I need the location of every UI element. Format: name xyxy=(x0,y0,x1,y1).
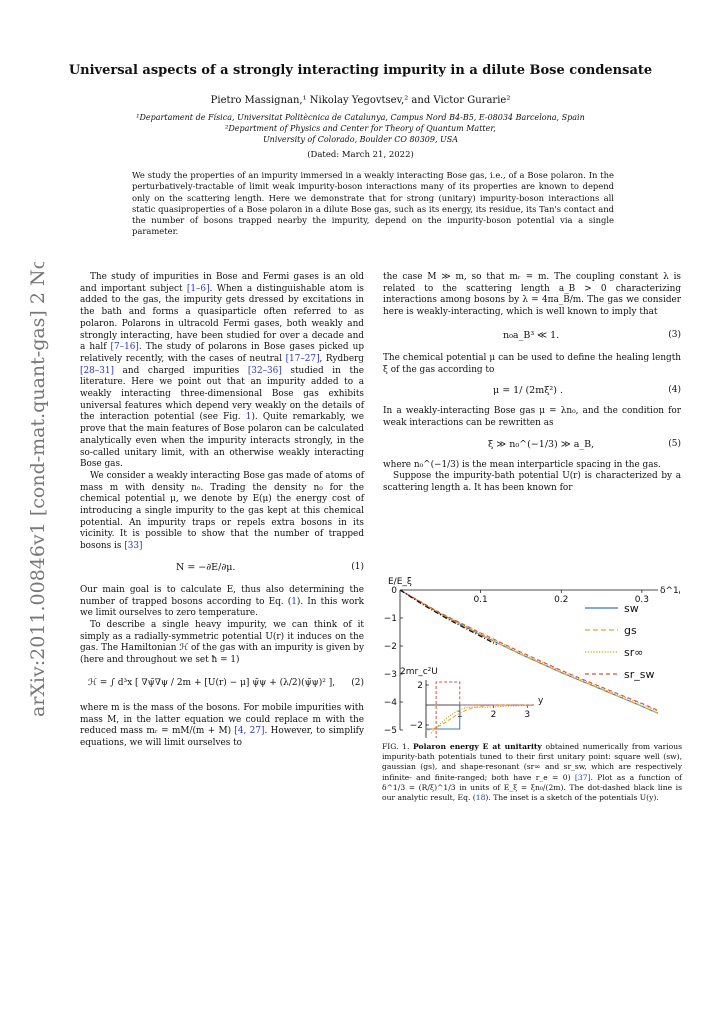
equation-5-number: (5) xyxy=(668,438,681,449)
paragraph-goal: Our main goal is to calculate E, thus also determining the number of trapped bosons according to Eq. (1). In this work we limit ourselves to zero temperature. xyxy=(80,584,364,619)
equation-3 xyxy=(383,319,681,353)
arxiv-id: arXiv:2011.00846v1 [cond-mat.quant-gas] 2 Nov 2020 xyxy=(27,262,49,717)
inset-sr-sw xyxy=(436,682,534,738)
citation-link[interactable]: [37] xyxy=(574,772,591,782)
chart-inset xyxy=(400,667,544,738)
citation-link[interactable]: [33] xyxy=(124,541,143,552)
affiliation-3: University of Colorado, Boulder CO 80309, USA xyxy=(262,135,459,144)
paragraph-weak: In a weakly-interacting Bose gas μ = λn₀, and the condition for weak interactions can be rewritten as xyxy=(383,406,681,428)
right-column xyxy=(383,272,681,495)
date-line: (Dated: March 21, 2022) xyxy=(307,150,414,160)
citation-link[interactable]: [28–31] xyxy=(80,365,114,376)
series-line xyxy=(400,590,658,710)
inset-x-tick-label: 1 xyxy=(456,710,463,720)
paragraph-intro: The study of impurities in Bose and Fermi gases is an old and important subject [1–6]. When a distinguishable atom is added to the gas, the impurity gets dressed by excitations in the bath and forms a quasiparticle often referred to as polaron. Polarons in ultracold Fermi gases, both weakly and strongly interacting, have been studied for over a decade and a half [7–16]. The study of polarons in Bose gases picked up relatively recently, with the cases of neutral [17–27], Rydberg [28–31] and charged impurities [32–36] studied in the literature. Here we point out that an impurity added to a weakly interacting three-dimensional Bose gas exhibits universal features which depend very weakly on the details of the interaction potential (see Fig. 1). Quite remarkably, we prove that the main features of Bose polaron can be calculated analytically even when the impurity interacts strongly, in the so-called unitary limit, with an otherwise weakly interacting Bose gas. xyxy=(80,272,364,470)
x-axis-label: δ^1 xyxy=(660,586,679,596)
caption-label: FIG. 1. xyxy=(382,742,410,751)
caption-title: Polaron energy E at unitarity xyxy=(413,742,542,751)
inset-y-tick-label: −2 xyxy=(409,721,423,731)
equation-3-number: (3) xyxy=(668,329,681,340)
equation-4 xyxy=(383,376,681,406)
equation-2-number: (2) xyxy=(351,677,364,688)
citation-link[interactable]: [1–6] xyxy=(186,283,210,294)
y-tick-label: 0 xyxy=(391,586,397,596)
series-line xyxy=(400,590,658,713)
equation-3-body: n₀a_B³ ≪ 1. xyxy=(503,329,560,341)
arxiv-sidebar-svg xyxy=(14,262,54,717)
paragraph-chemical-potential: The chemical potential μ can be used to define the healing length ξ of the gas according to xyxy=(383,352,681,375)
x-tick-label: 0.3 xyxy=(634,595,650,605)
arxiv-sidebar xyxy=(14,262,54,717)
y-tick-label: −1 xyxy=(383,614,397,624)
series-line xyxy=(400,590,658,711)
polaron-energy-chart xyxy=(380,572,680,738)
equation-4-body: μ = 1/ (2mξ²) . xyxy=(493,385,563,397)
paragraph-potential: Suppose the impurity-bath potential U(r) is characterized by a scattering length a. It has been known for xyxy=(383,471,681,494)
chart-legend xyxy=(585,602,654,681)
x-tick-label: 0.1 xyxy=(473,595,488,605)
x-tick-label: 0.2 xyxy=(554,595,569,605)
inset-y-tick-label: 2 xyxy=(417,681,423,691)
equation-4-number: (4) xyxy=(668,385,681,396)
figure-caption: FIG. 1. Polaron energy E at unitarity obtained numerically from various impurity-bath potentials tuned to their first unitary point: square well (sw), gaussian (gs), and shape-resonant (sr∞ and sr_sw, which are respectively infinite- and finite-ranged; both have r_e = 0) [37]. Plot as a function of δ^1/3 = (R/ξ)^1/3 in units of E_ξ = ξn₀/(2m). The dot-dashed black line is our analytic result, Eq. (18). The inset is a sketch of the potentials U(y). xyxy=(382,742,682,803)
inset-square-well xyxy=(426,705,534,729)
equation-link[interactable]: 1 xyxy=(291,596,297,607)
series-line xyxy=(400,590,658,713)
affiliation-1: ¹Departament de Física, Universitat Politècnica de Catalunya, Campus Nord B4-B5, E-08034 Barcelona, Spain xyxy=(136,113,585,122)
citation-link[interactable]: [32–36] xyxy=(247,365,282,376)
abstract: We study the properties of an impurity immersed in a weakly interacting Bose gas, i.e., of a Bose polaron. In the perturbatively-tractable of limit weak impurity-boson interactions many of its properties are known to depend only on the scattering length. Here we demonstrate that for strong (unitary) impurity-boson interactions all static quasiproperties of a Bose polaron in a dilute Bose gas, such as its energy, its residue, its Tan's contact and the number of bosons trapped nearby the impurity, depend on the impurity-boson potential via a single parameter. xyxy=(132,170,614,237)
equation-link[interactable]: 18 xyxy=(475,793,486,803)
legend-label: sr∞ xyxy=(624,646,644,659)
y-tick-label: −2 xyxy=(383,642,397,652)
paper-title: Universal aspects of a strongly interacting impurity in a dilute Bose condensate xyxy=(68,63,653,78)
legend-label: gs xyxy=(624,624,637,637)
y-tick-label: −3 xyxy=(383,670,397,680)
equation-1-number: (1) xyxy=(351,561,364,572)
y-axis-label: E/E_ξ xyxy=(388,577,412,587)
inset-x-label: y xyxy=(538,696,544,706)
y-tick-label: −4 xyxy=(383,698,397,708)
paragraph-coupling: the case M ≫ m, so that mᵣ = m. The coupling constant λ is related to the scattering length a_B > 0 characterizing interactions among bosons by λ = 4πa_B/m. The gas we consider here is weakly-interacting, which is well known to imply that xyxy=(383,272,681,318)
paragraph-spacing: where n₀^(−1/3) is the mean interparticle spacing in the gas. xyxy=(383,459,661,470)
paragraph-mass: where m is the mass of the bosons. For mobile impurities with mass M, in the latter equation we could replace m with the reduced mass mᵣ = mM/(m + M) [4, 27]. However, to simplify equations, we will limit ourselves to xyxy=(80,702,364,748)
equation-2-body: ℋ = ∫ d³x [ ∇ψ̄∇ψ / 2m + [U(r) − μ] ψ̄ψ + (λ/2)(ψ̄ψ)² ], xyxy=(88,677,336,688)
equation-2 xyxy=(80,667,364,703)
author-list: Pietro Massignan,¹ Nikolay Yegovtsev,² and Victor Gurarie² xyxy=(210,95,511,106)
y-tick-label: −5 xyxy=(383,726,397,736)
paragraph-model: We consider a weakly interacting Bose gas made of atoms of mass m with density n₀. Trading the density n₀ for the chemical potential μ, we denote by E(μ) the energy cost of introducing a single impurity to the gas kept at this chemical potential. An impurity traps or repels extra bosons in its vicinity. It is possible to show that the number of trapped bosons is [33] xyxy=(80,470,364,552)
inset-gaussian xyxy=(426,705,531,730)
legend-label: sw xyxy=(624,602,639,615)
equation-5 xyxy=(383,430,681,460)
citation-link[interactable]: [7–16] xyxy=(110,342,139,353)
figure-link[interactable]: 1 xyxy=(245,412,252,423)
chart-series xyxy=(400,590,658,713)
paragraph-hamiltonian: To describe a single heavy impurity, we can think of it simply as a radially-symmetric potential U(r) it induces on the gas. The Hamiltonian ℋ of the gas with an impurity is given by (here and throughout we set ħ = 1) xyxy=(80,619,364,666)
inset-y-label: 2mr_c²U xyxy=(400,667,438,677)
citation-link[interactable]: [4, 27] xyxy=(234,726,265,737)
inset-x-tick-label: 2 xyxy=(490,710,497,720)
legend-label: sr_sw xyxy=(624,668,655,681)
equation-5-body: ξ ≫ n₀^(−1/3) ≫ a_B, xyxy=(488,438,595,450)
inset-x-tick-label: 3 xyxy=(524,710,531,720)
affiliation-2: ²Department of Physics and Center for Theory of Quantum Matter, xyxy=(225,124,496,133)
left-column xyxy=(80,272,364,750)
equation-1-body: N = −∂E/∂μ. xyxy=(176,561,236,573)
equation-1 xyxy=(80,553,364,585)
citation-link[interactable]: [17–27] xyxy=(285,353,320,364)
figure-1 xyxy=(380,572,680,738)
